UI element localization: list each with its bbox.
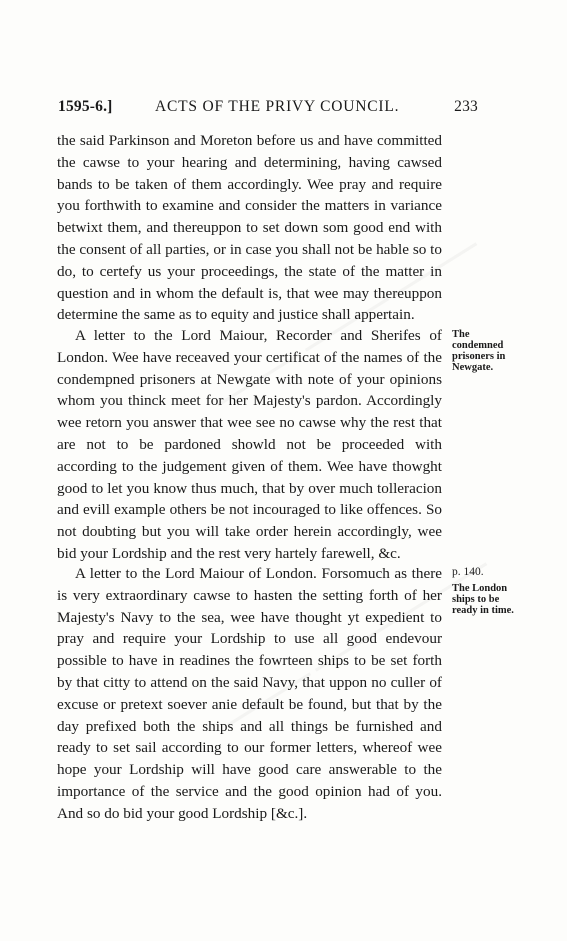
paragraph-parkinson-moreton: the said Parkinson and Moreton before us and have committed the cawse to your hearing and determining, having cawsed bands to be taken of them accordingly. Wee pray and require you forthwith to examine and consider the matters in variance betwixt them, and thereuppon to set down som good end with the consent of all parties, or in case you shall not be hable so to do, to certefy us your proceedings, the state of the matter in question and in whom the default is, that wee may thereuppon determine the same as to equity and justice shall appertain. <box>57 132 442 324</box>
paragraph-condemned-prisoners: A letter to the Lord Maiour, Recorder and Sherifes of London. Wee have receaved your certificat of the names of the condempned prisoners at Newgate with note of your opinions whom you thinck meet for her Majesty's pardon. Accordingly wee retorn you answer that wee see no cawse why the rest that are not to be pardoned showld not be proceeded with according to the judgement given of them. Wee have thowght good to let you know thus much, that by over much tolleracion and evill example others be not incouraged to like offences. So not doubting but you will take order herein accordingly, wee bid your Lordship and the rest very hartely farewell, &c. <box>57 327 442 562</box>
header-years: 1595-6.] <box>58 98 113 115</box>
margin-note-page-ref: p. 140. <box>452 566 484 578</box>
margin-note-london-ships: The London ships to be ready in time. <box>452 583 514 616</box>
page-number: 233 <box>454 98 478 115</box>
paragraph-london-ships: A letter to the Lord Maiour of London. Forsomuch as there is very extraordinary cawse to hasten the setting forth of her Majesty's Navy to the sea, wee have thought yt expedient to pray and require your Lordship to use all good endevour possible to have in readines the fowrteen ships to be set forth by that citty to attend on the said Navy, that uppon no culler of excuse or pretext soever anie default be found, but that by the day prefixed both the ships and all things be furnished and ready to set sail according to our former letters, whereof wee hope your Lordship will have good care answerable to the importance of the service and the good opinion had of you. And so do bid your good Lordship [&c.]. <box>57 565 442 822</box>
margin-note-condemned: The condemned prisoners in Newgate. <box>452 329 506 373</box>
running-header <box>58 98 478 120</box>
header-title: ACTS OF THE PRIVY COUNCIL. <box>155 98 400 115</box>
